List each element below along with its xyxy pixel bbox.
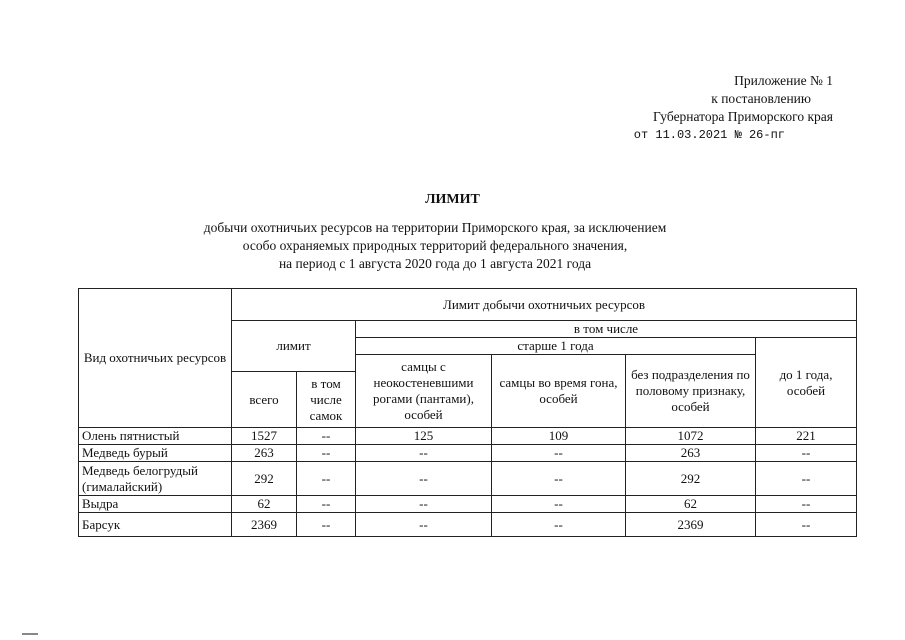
cell-rut: 109 <box>492 428 626 445</box>
header-limit-group: Лимит добычи охотничьих ресурсов <box>232 289 857 321</box>
limits-table <box>78 288 857 537</box>
cell-total: 2369 <box>232 513 297 537</box>
cell-young: -- <box>756 496 857 513</box>
table-row <box>79 462 857 496</box>
header-males-rut: самцы во время гона, особей <box>492 355 626 428</box>
cell-rut: -- <box>492 496 626 513</box>
table-header <box>79 289 857 428</box>
cell-antlers: -- <box>356 513 492 537</box>
table-row <box>79 428 857 445</box>
cell-females: -- <box>297 462 356 496</box>
document-subtitle <box>0 219 870 273</box>
header-under-1-year: до 1 года, особей <box>756 338 857 428</box>
cell-nosex: 263 <box>626 445 756 462</box>
row-name: Медведь бурый <box>79 445 232 462</box>
row-name: Медведь белогрудый (гималайский) <box>79 462 232 496</box>
cell-rut: -- <box>492 513 626 537</box>
cell-females: -- <box>297 428 356 445</box>
cell-young: -- <box>756 445 857 462</box>
cell-antlers: 125 <box>356 428 492 445</box>
cell-nosex: 62 <box>626 496 756 513</box>
cell-antlers: -- <box>356 496 492 513</box>
row-name: Барсук <box>79 513 232 537</box>
header-older-1-year: старше 1 года <box>356 338 756 355</box>
cell-females: -- <box>297 445 356 462</box>
row-name: Олень пятнистый <box>79 428 232 445</box>
header-males-antlers: самцы с неокостеневшими рогами (пантами), особей <box>356 355 492 428</box>
subtitle-line-1: добычи охотничьих ресурсов на территории Приморского края, за исключением <box>203 220 667 235</box>
subtitle-line-2: особо охраняемых природных территорий федерального значения, <box>242 238 628 253</box>
table-body <box>79 428 857 537</box>
cell-total: 1527 <box>232 428 297 445</box>
cell-rut: -- <box>492 445 626 462</box>
appendix-ref: к постановлению <box>711 91 811 106</box>
page-edge-mark <box>22 633 38 635</box>
table-row <box>79 513 857 537</box>
cell-antlers: -- <box>356 445 492 462</box>
cell-total: 263 <box>232 445 297 462</box>
cell-females: -- <box>297 513 356 537</box>
cell-antlers: -- <box>356 462 492 496</box>
cell-total: 292 <box>232 462 297 496</box>
subtitle-line-3: на период с 1 августа 2020 года до 1 августа 2021 года <box>278 256 592 271</box>
cell-nosex: 2369 <box>626 513 756 537</box>
header-no-sex-division: без подразделения по половому признаку, особей <box>626 355 756 428</box>
appendix-authority: Губернатора Приморского края <box>653 109 833 124</box>
row-name: Выдра <box>79 496 232 513</box>
header-including: в том числе <box>356 321 857 338</box>
cell-nosex: 1072 <box>626 428 756 445</box>
cell-nosex: 292 <box>626 462 756 496</box>
header-limit: лимит <box>232 321 356 372</box>
table-row <box>79 445 857 462</box>
cell-young: -- <box>756 513 857 537</box>
header-resource-type: Вид охотничьих ресурсов <box>79 289 232 428</box>
appendix-header <box>634 72 833 144</box>
cell-total: 62 <box>232 496 297 513</box>
cell-young: 221 <box>756 428 857 445</box>
header-incl-females: в том числе самок <box>297 372 356 428</box>
cell-rut: -- <box>492 462 626 496</box>
appendix-date-number: от 11.03.2021 № 26-пг <box>633 128 785 142</box>
table-row <box>79 496 857 513</box>
document-title: ЛИМИТ <box>425 192 480 207</box>
header-total: всего <box>232 372 297 428</box>
appendix-number: Приложение № 1 <box>734 73 833 88</box>
cell-females: -- <box>297 496 356 513</box>
cell-young: -- <box>756 462 857 496</box>
